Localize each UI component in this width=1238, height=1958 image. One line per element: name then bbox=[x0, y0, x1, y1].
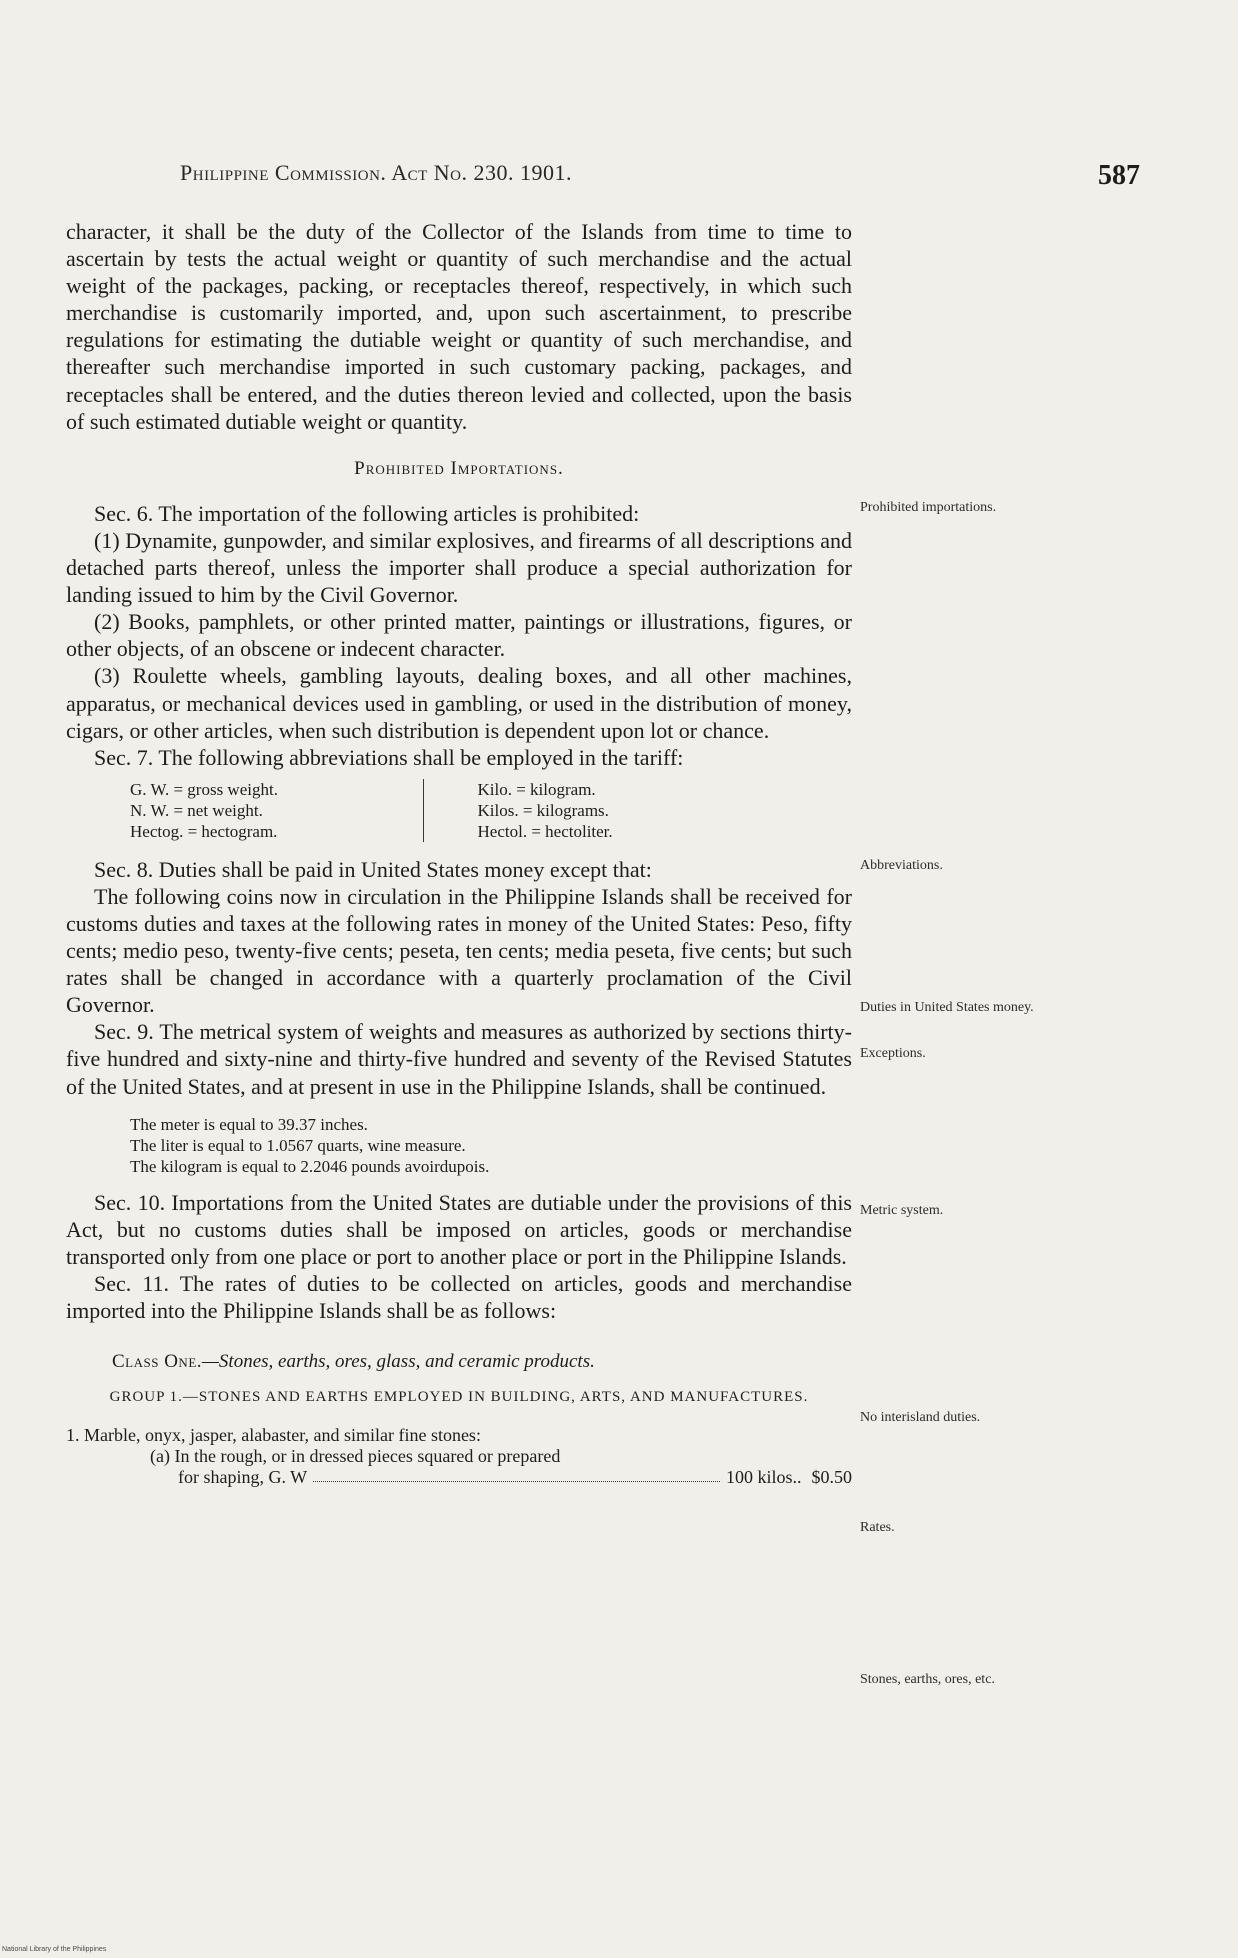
margin-note-interisland: No interisland duties. bbox=[860, 1410, 981, 1425]
library-credit: National Library of the Philippines bbox=[2, 1946, 107, 1953]
body-text bbox=[66, 218, 852, 1488]
group-heading: GROUP 1.—STONES AND EARTHS EMPLOYED IN BUILDING, ARTS, AND MANUFACTURES. bbox=[109, 1389, 809, 1406]
margin-note-exceptions: Exceptions. bbox=[860, 1046, 926, 1061]
abbreviation-column-right bbox=[423, 779, 771, 842]
abbreviation-column-left bbox=[130, 779, 423, 842]
abbreviation-entry: Hectol. = hectoliter. bbox=[477, 821, 613, 841]
tariff-item-title: 1. Marble, onyx, jasper, alabaster, and similar fine stones: bbox=[66, 1425, 481, 1446]
margin-note-prohibited: Prohibited importations. bbox=[860, 500, 997, 515]
measure-equivalents bbox=[130, 1114, 852, 1177]
sec8-coins: The following coins now in circulation in the Philippine Islands shall be received for customs duties and taxes at the following rates in money of the United States: Peso, fifty cents; medio peso, twenty-five cents; peseta, ten cents; media peseta, five cents; but such rates shall be changed in accordance with a quarterly proclamation of the Civil Governor. bbox=[66, 883, 852, 1018]
abbreviation-entry: N. W. = net weight. bbox=[130, 800, 263, 820]
abbreviation-table bbox=[130, 779, 770, 842]
sec8: Sec. 8. Duties shall be paid in United States money except that: bbox=[94, 856, 652, 882]
sec6-intro: Sec. 6. The importation of the following articles is prohibited: bbox=[94, 500, 640, 526]
tariff-item-1 bbox=[66, 1425, 852, 1488]
sec9: Sec. 9. The metrical system of weights and measures as authorized by sections thirty-five hundred and sixty-nine and thirty-five hundred and seventy of the Revised Statutes of the United States, and at present in use in the Philippine Islands, shall be continued. bbox=[66, 1019, 852, 1099]
page-number: 587 bbox=[1098, 160, 1140, 191]
sec7: Sec. 7. The following abbreviations shall be employed in the tariff: bbox=[94, 744, 684, 770]
abbreviation-entry: G. W. = gross weight. bbox=[130, 779, 278, 799]
margin-note-metric: Metric system. bbox=[860, 1203, 944, 1218]
tariff-subitem-a-cont: for shaping, G. W bbox=[178, 1467, 308, 1488]
class-title: —Stones, earths, ores, glass, and ceramic products. bbox=[202, 1351, 595, 1373]
measure-line: The kilogram is equal to 2.2046 pounds avoirdupois. bbox=[130, 1156, 490, 1176]
section-heading-prohibited: Prohibited Importations. bbox=[354, 457, 564, 479]
abbreviation-entry: Kilos. = kilograms. bbox=[477, 800, 609, 820]
sec10: Sec. 10. Importations from the United States are dutiable under the provisions of this Act, but no customs duties shall be imposed on articles, goods or merchandise transported only from one place or port to another place or port in the Philippine Islands. bbox=[66, 1189, 852, 1269]
margin-note-stones: Stones, earths, ores, etc. bbox=[860, 1672, 995, 1687]
margin-note-duties: Duties in United States money. bbox=[860, 1000, 1034, 1015]
measure-line: The meter is equal to 39.37 inches. bbox=[130, 1114, 368, 1134]
sec6-item-3: (3) Roulette wheels, gambling layouts, dealing boxes, and all other machines, apparatus, or mechanical devices used in gambling, or used in the distribution of money, cigars, or other articles, when such distribution is dependent upon lot or chance. bbox=[66, 663, 852, 743]
paragraph-continuation: character, it shall be the duty of the Collector of the Islands from time to time to ascertain by tests the actual weight or quantity of such merchandise and the actual weight of the packages, packing, or receptacles thereof, respectively, in which such merchandise is customarily imported, and, upon such ascertainment, to prescribe regulations for estimating the dutiable weight or quantity of such merchandise, and thereafter such merchandise imported in such customary packing, packages, and receptacles shall be entered, and the duties thereon levied and collected, upon the basis of such estimated dutiable weight or quantity. bbox=[66, 219, 852, 434]
dot-leader bbox=[313, 1467, 720, 1482]
tariff-rate: $0.50 bbox=[811, 1467, 852, 1488]
margin-note-rates: Rates. bbox=[860, 1520, 895, 1535]
sec6-item-2: (2) Books, pamphlets, or other printed matter, paintings or illustrations, figures, or other objects, of an obscene or indecent character. bbox=[66, 609, 852, 662]
class-heading bbox=[112, 1348, 852, 1375]
tariff-subitem-a-rate-line bbox=[66, 1467, 852, 1488]
class-label: Class One. bbox=[112, 1351, 203, 1373]
abbreviation-entry: Kilo. = kilogram. bbox=[477, 779, 596, 799]
tariff-unit: 100 kilos.. bbox=[725, 1467, 802, 1488]
sec11: Sec. 11. The rates of duties to be collected on articles, goods and merchandise imported into the Philippine Islands shall be as follows: bbox=[66, 1270, 852, 1323]
abbreviation-entry: Hectog. = hectogram. bbox=[130, 821, 278, 841]
tariff-subitem-a: (a) In the rough, or in dressed pieces squared or prepared bbox=[150, 1446, 561, 1467]
running-header: Philippine Commission. Act No. 230. 1901. bbox=[180, 160, 572, 185]
margin-note-abbreviations: Abbreviations. bbox=[860, 858, 943, 873]
sec6-item-1: (1) Dynamite, gunpowder, and similar explosives, and firearms of all descriptions and detached parts thereof, unless the importer shall produce a special authorization for landing issued to him by the Civil Governor. bbox=[66, 527, 852, 608]
measure-line: The liter is equal to 1.0567 quarts, wine measure. bbox=[130, 1135, 466, 1155]
